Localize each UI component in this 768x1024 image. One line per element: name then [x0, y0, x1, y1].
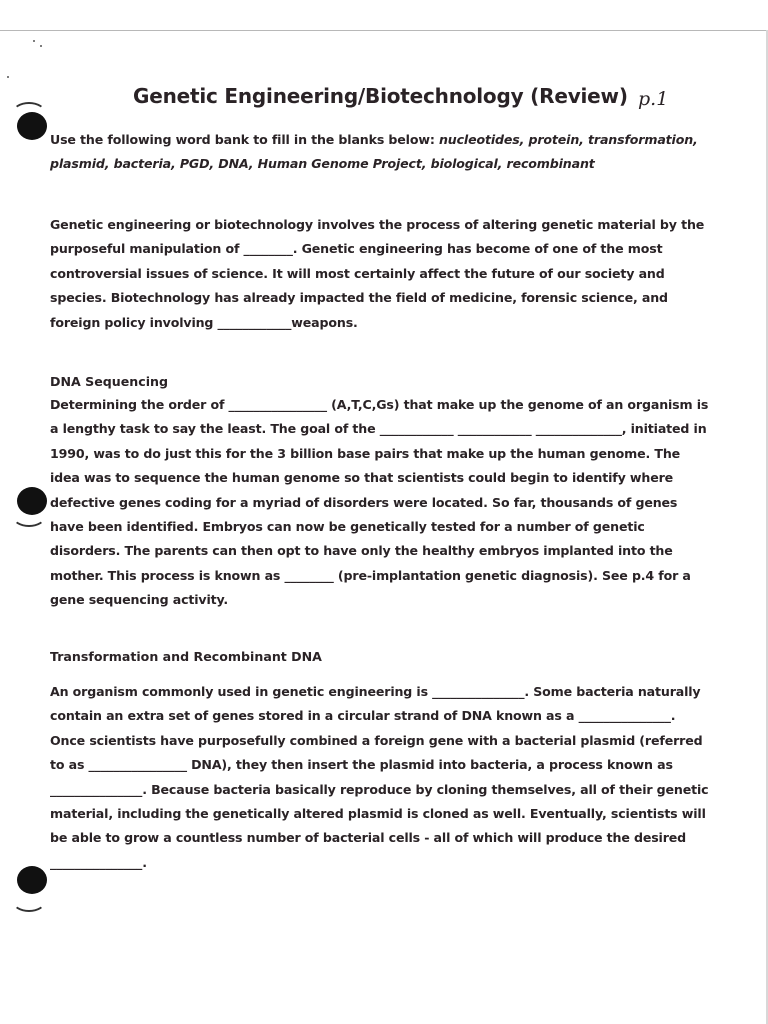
scan-speck	[7, 76, 9, 78]
section-heading-dna-sequencing: DNA Sequencing	[50, 374, 168, 389]
word-bank-terms: nucleotides, protein, transformation, plasmid, bacteria, PGD, DNA, Human Genome Project, biological, recombinant	[50, 132, 698, 172]
page-title: Genetic Engineering/Biotechnology (Review)	[133, 84, 628, 108]
dna-sequencing-paragraph: Determining the order of ________________ (A,T,C,Gs) that make up the genome of an organism is a lengthy task to say the least. The goal of the ____________ ____________ ______________, initiated in 1990, was to do just this for the 3 billion base pairs that make up the human genome. The idea was to sequence the human genome so that scientists could begin to identify where defective genes coding for a myriad of disorders were located. So far, thousands of genes have been identified. Embryos can now be genetically tested for a number of genetic disorders. The parents can then opt to have only the healthy embryos implanted into the mother. This process is known as ________ (pre-implantation genetic diagnosis). See p.4 for a gene sequencing activity.	[50, 397, 709, 608]
section-heading-transformation: Transformation and Recombinant DNA	[50, 649, 322, 664]
scan-speck	[40, 45, 42, 47]
binder-hole	[17, 112, 47, 140]
page-top-edge	[0, 30, 768, 31]
binder-hole-arc	[12, 890, 46, 912]
word-bank-instructions	[50, 128, 710, 177]
binder-hole-arc	[12, 505, 46, 527]
page-number-mark: p.1	[638, 88, 669, 110]
word-bank-intro: Use the following word bank to fill in the blanks below:	[50, 132, 439, 147]
intro-paragraph: Genetic engineering or biotechnology involves the process of altering genetic material by the purposeful manipulation of ________. Genetic engineering has become of one of the most controversial issues of science. It will most certainly affect the future of our society and species. Biotechnology has already impacted the field of medicine, forensic science, and foreign policy involving ____________weapons.	[50, 217, 705, 330]
transformation-paragraph: An organism commonly used in genetic engineering is _______________. Some bacteria naturally contain an extra set of genes stored in a circular strand of DNA known as a _______________. Once scientists have purposefully combined a foreign gene with a bacterial plasmid (referred to as ________________ DNA), they then insert the plasmid into bacteria, a process known as _______________. Because bacteria basically reproduce by cloning themselves, all of their genetic material, including the genetically altered plasmid is cloned as well. Eventually, scientists will be able to grow a countless number of bacterial cells - all of which will produce the desired _______________.	[50, 684, 709, 870]
scan-speck	[33, 40, 35, 42]
